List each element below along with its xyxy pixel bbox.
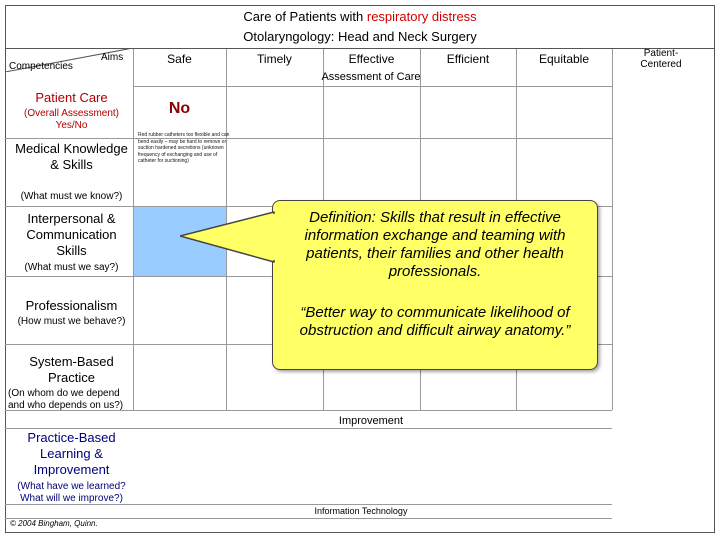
callout-pointer — [180, 210, 280, 265]
grid-line — [5, 428, 612, 429]
grid-line — [5, 138, 612, 139]
band-assessment-of-care: Assessment of Care — [321, 71, 421, 83]
band-improvement: Improvement — [338, 415, 404, 427]
row-system-based-title: System-Based Practice — [29, 354, 114, 385]
title-highlight: respiratory distress — [366, 9, 477, 24]
row-medical-knowledge-title: Medical Knowledge & Skills — [15, 141, 128, 172]
grid-line — [133, 86, 612, 87]
row-interpersonal-subtitle: (What must we say?) — [24, 262, 119, 273]
band-information-technology: Information Technology — [314, 506, 408, 516]
corner-aims: Aims — [101, 52, 124, 63]
cell-medical-knowledge-safe-note: Red rubber catheters too flexible and can bend easily – may be hard to remove or suction hardened secretions (unknown frequency of exchanging and use of catheter for suctioning) — [138, 132, 230, 165]
row-professionalism-title: Professionalism — [25, 298, 118, 313]
corner-competencies: Competencies — [9, 61, 73, 72]
column-effective: Effective — [348, 52, 395, 66]
row-system-based-subtitle: (On whom do we depend and who depends on us?) — [8, 388, 124, 411]
column-timely: Timely — [257, 52, 292, 66]
column-safe: Safe — [167, 52, 192, 66]
title-prefix: Care of Patients with — [243, 9, 367, 24]
callout-definition: Definition: Skills that result in effective information exchange and teaming with patients, their families and other health professionals. — [304, 209, 566, 280]
callout-bubble — [272, 200, 598, 370]
row-patient-care-subtitle: (Overall Assessment) Yes/No — [23, 108, 120, 131]
row-interpersonal-title: Interpersonal & Communication Skills — [26, 211, 117, 258]
row-patient-care-title: Patient Care — [35, 90, 108, 105]
grid-line — [612, 48, 613, 410]
row-practice-based-title: Practice-Based Learning & Improvement — [27, 430, 116, 477]
column-efficient: Efficient — [446, 52, 490, 66]
slide-title — [5, 7, 715, 47]
row-practice-based-subtitle: (What have we learned? What will we improve?) — [17, 481, 126, 504]
column-equitable: Equitable — [538, 52, 590, 66]
copyright: © 2004 Bingham, Quinn. — [10, 519, 98, 528]
title-subtitle: Otolaryngology: Head and Neck Surgery — [243, 29, 477, 44]
column-patient-centered: Patient-Centered — [640, 48, 682, 70]
callout-quote: “Better way to communicate likelihood of obstruction and difficult airway anatomy.” — [299, 304, 571, 339]
row-medical-knowledge-subtitle: (What must we know?) — [20, 191, 123, 202]
cell-patient-care-safe: No — [168, 100, 191, 117]
row-professionalism-subtitle: (How must we behave?) — [17, 316, 126, 327]
